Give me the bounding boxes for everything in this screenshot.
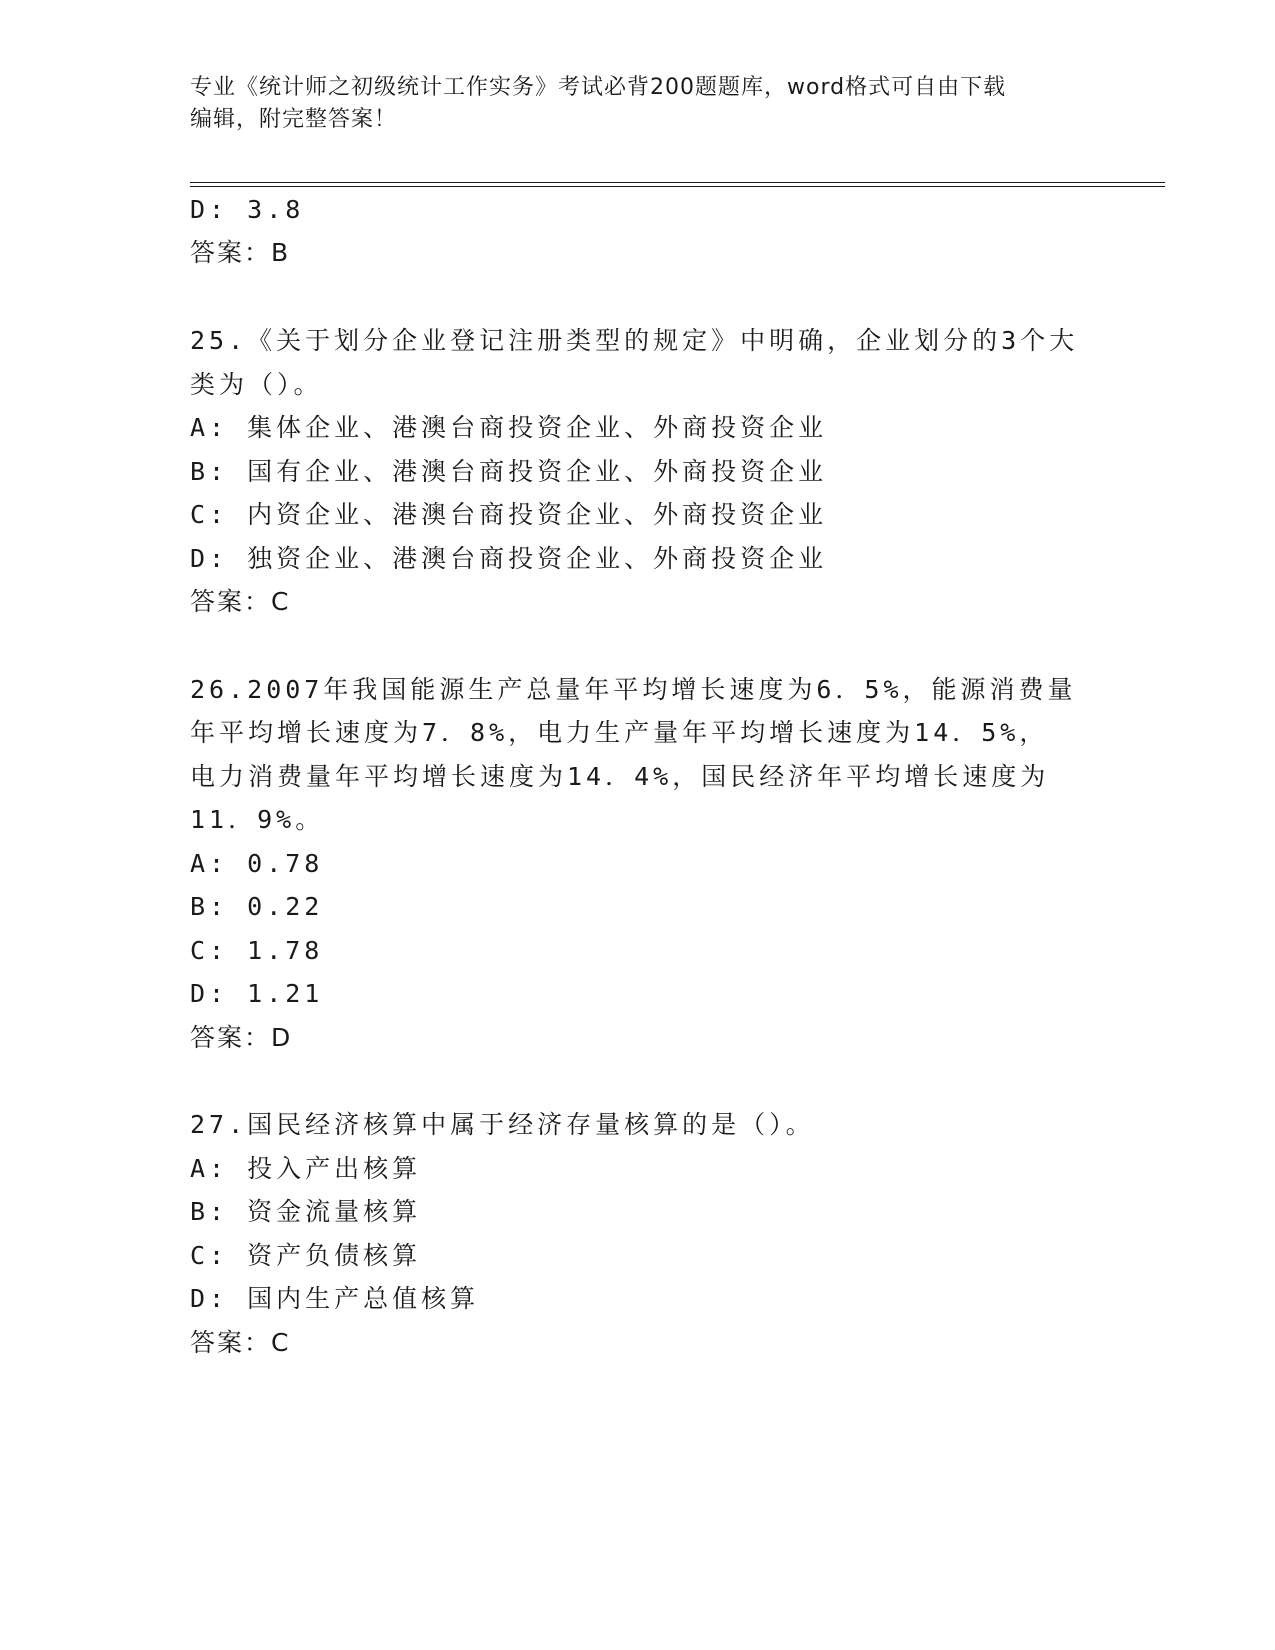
- prev-answer: 答案：B: [190, 238, 291, 267]
- header-divider-top: [190, 182, 1165, 183]
- q27-option-a: A: 投入产出核算: [190, 1154, 422, 1183]
- q26-stem-line-4: 11．9%。: [190, 805, 325, 834]
- q26-stem-line-3: 电力消费量年平均增长速度为14．4%，国民经济年平均增长速度为: [190, 762, 1050, 791]
- q27-answer: 答案：C: [190, 1328, 291, 1357]
- q27-option-c: C: 资产负债核算: [190, 1241, 422, 1270]
- q27-option-b: B: 资金流量核算: [190, 1197, 422, 1226]
- document-header: [190, 72, 1090, 136]
- q25-option-a: A: 集体企业、港澳台商投资企业、外商投资企业: [190, 413, 828, 442]
- q26-option-b: B: 0.22: [190, 892, 324, 921]
- header-line-2: 编辑，附完整答案！: [190, 107, 398, 132]
- header-line-1: 专业《统计师之初级统计工作实务》考试必背200题题库，word格式可自由下载: [190, 75, 1007, 100]
- q27-option-d: D: 国内生产总值核算: [190, 1284, 480, 1313]
- q27-stem-line-1: 27.国民经济核算中属于经济存量核算的是（）。: [190, 1110, 815, 1139]
- prev-option-d: D: 3.8: [190, 195, 305, 224]
- header-divider-bottom: [190, 186, 1165, 187]
- q26-option-c: C: 1.78: [190, 936, 324, 965]
- q25-option-d: D: 独资企业、港澳台商投资企业、外商投资企业: [190, 544, 828, 573]
- q25-option-c: C: 内资企业、港澳台商投资企业、外商投资企业: [190, 500, 828, 529]
- q25-stem-line-1: 25.《关于划分企业登记注册类型的规定》中明确，企业划分的3个大: [190, 326, 1079, 355]
- q26-answer: 答案：D: [190, 1023, 293, 1052]
- q26-option-d: D: 1.21: [190, 979, 324, 1008]
- q26-stem-line-1: 26.2007年我国能源生产总量年平均增长速度为6．5%，能源消费量: [190, 675, 1077, 704]
- q25-option-b: B: 国有企业、港澳台商投资企业、外商投资企业: [190, 457, 828, 486]
- q26-option-a: A: 0.78: [190, 849, 324, 878]
- q25-stem-line-2: 类为（）。: [190, 370, 323, 399]
- q25-answer: 答案：C: [190, 587, 291, 616]
- q26-stem-line-2: 年平均增长速度为7．8%，电力生产量年平均增长速度为14．5%，: [190, 718, 1049, 747]
